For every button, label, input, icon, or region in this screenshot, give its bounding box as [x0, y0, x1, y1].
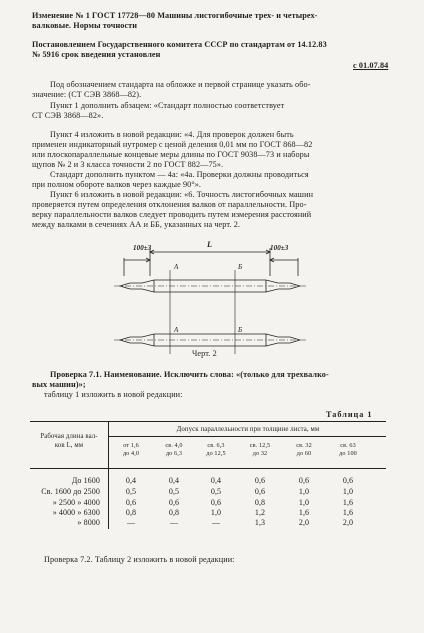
table-top-rule — [30, 421, 386, 422]
check71-line3: таблицу 1 изложить в новой редакции: — [44, 390, 183, 399]
figure-caption: Черт. 2 — [192, 349, 217, 358]
decree-line2: № 5916 срок введения установлен — [32, 50, 161, 59]
table-cell: 1,0 — [210, 508, 222, 517]
table-subheader: св. 63 до 100 — [339, 442, 357, 457]
table-cell: 0,6 — [125, 498, 137, 507]
header-title-line1: Изменение № 1 ГОСТ 17728—80 Машины листогибочные трех- и четырех- — [32, 11, 318, 20]
table-head-group: Допуск параллельности при толщине листа, мм — [176, 426, 320, 433]
para-clause1-2: СТ СЭВ 3868—82». — [32, 111, 104, 120]
table-header-rule — [30, 468, 386, 469]
para-clause6-1: Пункт 6 изложить в новой редакции: «6. Точность листогибочных машин — [50, 190, 314, 199]
para-designation-2: значение: (СТ СЭВ 3868—82). — [32, 90, 142, 99]
check71-line1: Проверка 7.1. Наименование. Исключить слова: «(только для трехвалко- — [50, 370, 329, 379]
table-cell: 0,5 — [125, 487, 137, 496]
dim-length-label: L — [207, 240, 213, 249]
dim-right-label: 100±3 — [270, 244, 289, 252]
para-clause6-2: проверяется путем определения отклонения валков от параллельности. Про- — [32, 200, 307, 209]
para-clause4a-2: при полном обороте валков через каждые 90°». — [32, 180, 202, 189]
table-cell: 1,6 — [342, 498, 354, 507]
para-clause4a-1: Стандарт дополнить пунктом — 4а: «4а. Проверки должны проводиться — [50, 170, 309, 179]
section-a-top: А — [174, 263, 179, 271]
table-subheader: св. 6,3 до 12,5 — [206, 442, 226, 457]
table-row-label: Св. 1600 до 2500 — [41, 487, 100, 496]
table-cell: — — [126, 518, 136, 527]
table-cell: 0,5 — [168, 487, 180, 496]
table-cell: 0,6 — [342, 476, 354, 485]
table-cell: 1,6 — [342, 508, 354, 517]
para-clause6-3: верку параллельности валков следует проводить путем измерения расстояний — [32, 210, 312, 219]
table-cell: 0,5 — [210, 487, 222, 496]
table-title: Таблица 1 — [326, 410, 373, 419]
table-cell: 0,4 — [210, 476, 222, 485]
table-head-length: Рабочая длина вал- ков L, мм — [40, 433, 98, 449]
check71-line2: вых машин)»; — [32, 380, 86, 389]
table-cell: 0,8 — [168, 508, 180, 517]
table-cell: 0,8 — [125, 508, 137, 517]
table-subheader: св. 12,5 до 32 — [249, 442, 271, 457]
section-b-top: Б — [238, 263, 243, 271]
table-cell: 0,8 — [254, 498, 266, 507]
table-cell: 1,0 — [342, 487, 354, 496]
effective-date: с 01.07.84 — [353, 61, 389, 70]
table-cell: 0,6 — [210, 498, 222, 507]
table-cell: 0,6 — [298, 476, 310, 485]
para-clause1-1: Пункт 1 дополнить абзацем: «Стандарт полностью соответствует — [50, 101, 285, 110]
table-cell: 0,6 — [254, 487, 266, 496]
table-subheader: св. 4,0 до 6,3 — [165, 442, 183, 457]
table-cell: 1,0 — [298, 487, 310, 496]
table-row-label: До 1600 — [71, 476, 100, 485]
decree-line1: Постановлением Государственного комитета СССР по стандартам от 14.12.83 — [32, 40, 327, 49]
table-cell: 1,6 — [298, 508, 310, 517]
section-b-bottom: Б — [238, 326, 243, 334]
table-cell: 0,6 — [254, 476, 266, 485]
table-cell: 2,0 — [342, 518, 354, 527]
table-cell: — — [169, 518, 179, 527]
table-cell: 1,3 — [254, 518, 266, 527]
table-subheader: св. 32 до 60 — [296, 442, 312, 457]
section-a-bottom: А — [174, 326, 179, 334]
table-cell: 0,4 — [168, 476, 180, 485]
table-group-rule — [109, 436, 386, 437]
table-cell: 1,0 — [298, 498, 310, 507]
para-clause4-1: Пункт 4 изложить в новой редакции: «4. Для проверок должен быть — [50, 130, 294, 139]
para-clause4-3: или плоскопараллельные концевые меры длины по ГОСТ 9038—73 и наборы — [32, 150, 310, 159]
para-clause6-4: между валками в сечениях АА и ББ, указанных на черт. 2. — [32, 220, 241, 229]
table-cell: 1,2 — [254, 508, 266, 517]
table-subheader: от 1,6 до 4,0 — [122, 442, 140, 457]
table-cell: 0,6 — [168, 498, 180, 507]
para-clause4-2: применен индикаторный нутромер с ценой деления 0,01 мм по ГОСТ 868—82 — [32, 140, 313, 149]
para-clause4-4: щупов № 2 и 3 класса точности 2 по ГОСТ 882—75». — [32, 160, 224, 169]
table-cell: 0,4 — [125, 476, 137, 485]
dim-left-label: 100±3 — [133, 244, 152, 252]
table-row-label: » 2500 » 4000 — [52, 498, 100, 507]
table-row-label: » 8000 — [77, 518, 100, 527]
table-row-label: » 4000 » 6300 — [52, 508, 100, 517]
check72-line: Проверка 7.2. Таблицу 2 изложить в новой редакции: — [44, 555, 235, 564]
para-designation-1: Под обозначением стандарта на обложке и первой странице указать обо- — [50, 80, 311, 89]
table-cell: — — [211, 518, 221, 527]
header-title-line2: валковые. Нормы точности — [32, 21, 138, 30]
table-cell: 2,0 — [298, 518, 310, 527]
